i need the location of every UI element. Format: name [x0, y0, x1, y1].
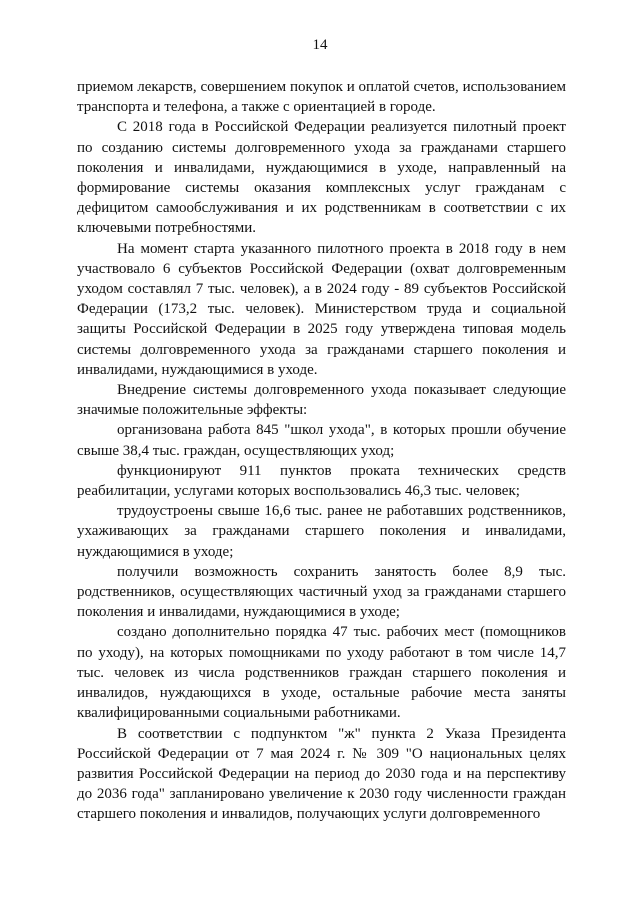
paragraph-presidential-decree: В соответствии с подпунктом "ж" пункта 2 Указа Президента Российской Федерации от 7 мая 2024 г. № 309 "О национальных целях развития Российской Федерации на период до 2030 года и на перспективу до 2036 года" запланировано увеличение к 2030 году численности граждан старшего поколения и инвалидов, получающих услуги долговременного [77, 725, 566, 823]
paragraph-pilot-start: На момент старта указанного пилотного проекта в 2018 году в нем участвовало 6 субъектов Российской Федерации (охват долговременным уходом составлял 7 тыс. человек), а в 2024 году - 89 субъектов Российской Федерации (173,2 тыс. человек). Министерством труда и социальной защиты Российской Федерации в 2025 году утверждена типовая модель системы долговременного ухода за гражданами старшего поколения и инвалидами, нуждающимися в уходе. [77, 240, 566, 378]
paragraph-effect-new-jobs: создано дополнительно порядка 47 тыс. рабочих мест (помощников по уходу), на которых помощниками по уходу работают в том числе 14,7 тыс. человек из числа родственников граждан старшего поколения и инвалидов, нуждающихся в уходе, остальные рабочие места заняты квалифицированными социальными работниками. [77, 624, 566, 722]
page-number: 14 [312, 37, 328, 53]
paragraph-effect-retained-employment: получили возможность сохранить занятость более 8,9 тыс. родственников, осуществляющих частичный уход за гражданами старшего поколения и инвалидами, нуждающимися в уходе; [77, 563, 566, 621]
paragraph-pilot-project: С 2018 года в Российской Федерации реализуется пилотный проект по созданию системы долговременного ухода за гражданами старшего поколения и инвалидами, нуждающимися в уходе, направленный на формирование системы оказания комплексных услуг гражданам с дефицитом самообслуживания и их родственникам в соответствии с их ключевыми потребностями. [77, 119, 566, 237]
paragraph-effect-schools: организована работа 845 "школ ухода", в которых прошли обучение свыше 38,4 тыс. граждан, осуществляющих уход; [77, 422, 566, 459]
paragraph-effect-rental-points: функционируют 911 пунктов проката технических средств реабилитации, услугами которых воспользовались 46,3 тыс. человек; [77, 462, 566, 500]
paragraph-continuation: приемом лекарств, совершением покупок и оплатой счетов, использованием транспорта и телефона, а также с ориентацией в городе. [77, 79, 566, 116]
paragraph-effect-employment: трудоустроены свыше 16,6 тыс. ранее не работавших родственников, ухаживающих за гражданами старшего поколения и инвалидами, нуждающимися в уходе; [77, 503, 566, 560]
document-body [77, 77, 566, 825]
paragraph-effects-intro: Внедрение системы долговременного ухода показывает следующие значимые положительные эффекты: [77, 382, 566, 419]
